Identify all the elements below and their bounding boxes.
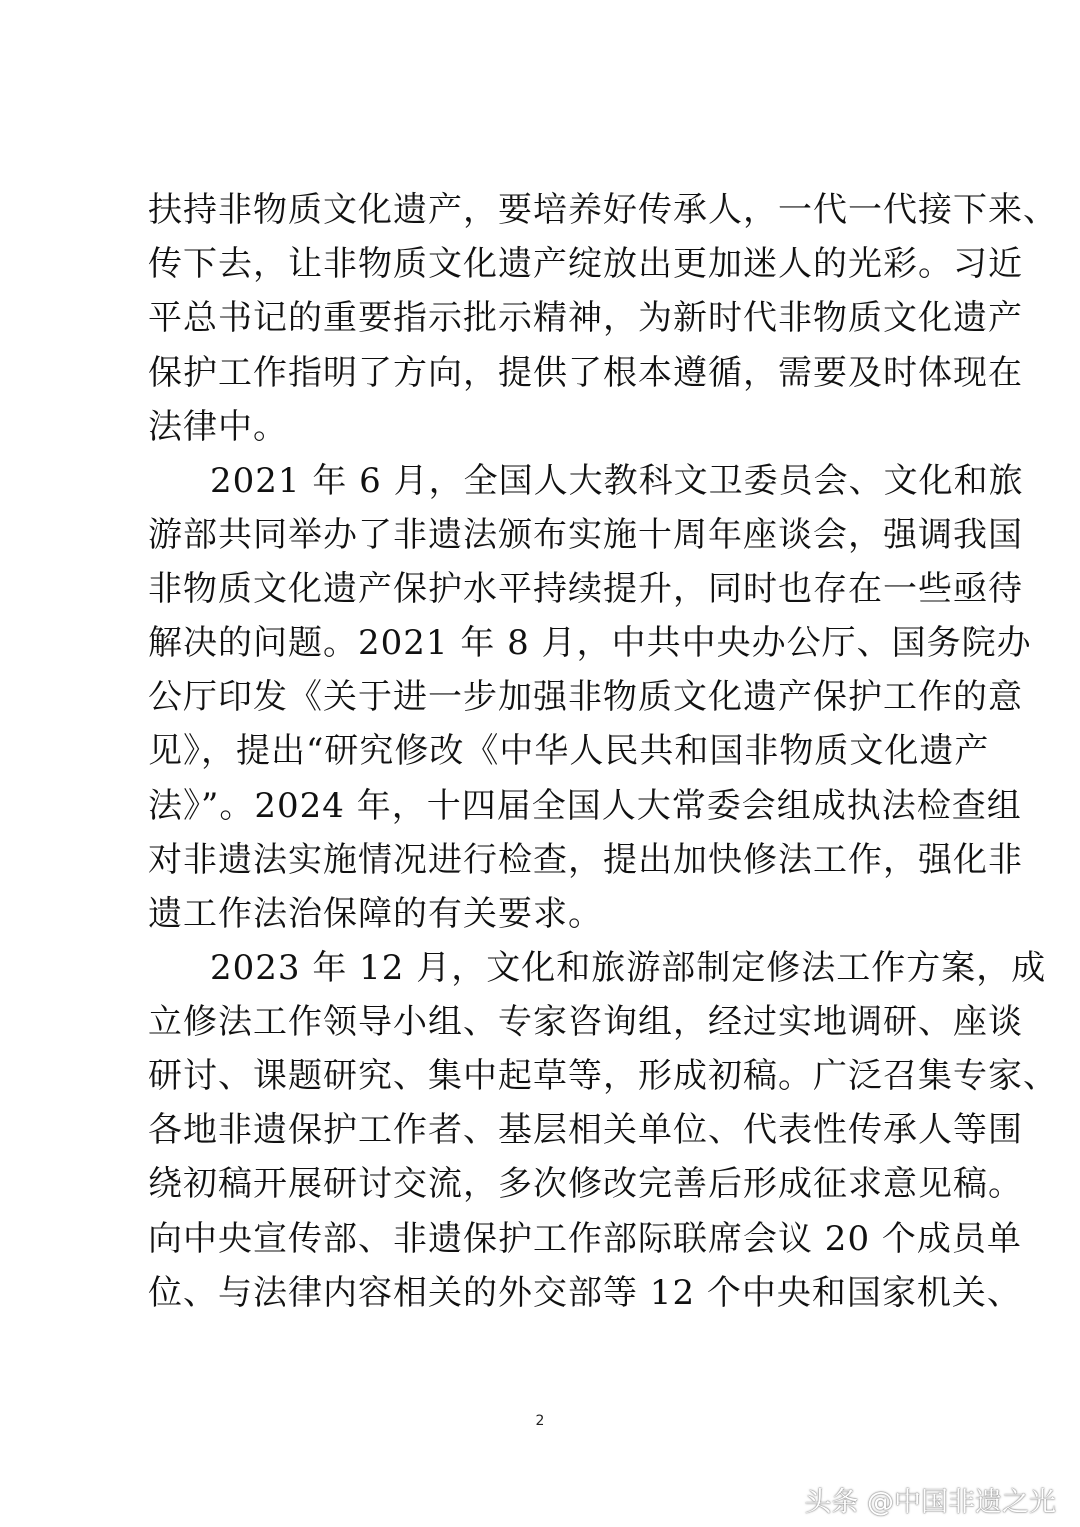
watermark: 头条 @中国非遗之光 <box>804 1487 1056 1518</box>
text-line: 见》，提出“研究修改《中华人民共和国非物质文化遗产 <box>148 731 990 771</box>
text-line: 扶持非物质文化遗产，要培养好传承人，一代一代接下来、 <box>148 190 1058 230</box>
text-line: 平总书记的重要指示批示精神，为新时代非物质文化遗产 <box>148 298 1023 338</box>
text-line: 各地非遗保护工作者、基层相关单位、代表性传承人等围 <box>148 1110 1023 1150</box>
text-line: 非物质文化遗产保护水平持续提升，同时也存在一些亟待 <box>148 569 1023 609</box>
text-line: 传下去，让非物质文化遗产绽放出更加迷人的光彩。习近 <box>148 244 1023 284</box>
text-line: 绕初稿开展研讨交流，多次修改完善后形成征求意见稿。 <box>148 1164 1023 1204</box>
page-number: 2 <box>535 1413 545 1429</box>
paragraph-first-line: 2023 年 12 月，文化和旅游部制定修法工作方案，成 <box>210 948 1047 988</box>
text-line: 法律中。 <box>148 407 288 447</box>
text-line: 法》”。2024 年，十四届全国人大常委会组成执法检查组 <box>148 786 1022 826</box>
text-line: 研讨、课题研究、集中起草等，形成初稿。广泛召集专家、 <box>148 1056 1058 1096</box>
text-line: 立修法工作领导小组、专家咨询组，经过实地调研、座谈 <box>148 1002 1023 1042</box>
text-line: 位、与法律内容相关的外交部等 12 个中央和国家机关、 <box>148 1273 1022 1313</box>
paragraph-first-line: 2021 年 6 月，全国人大教科文卫委员会、文化和旅 <box>210 461 1024 501</box>
text-line: 公厅印发《关于进一步加强非物质文化遗产保护工作的意 <box>148 677 1023 717</box>
text-line: 游部共同举办了非遗法颁布实施十周年座谈会，强调我国 <box>148 515 1023 555</box>
text-line: 对非遗法实施情况进行检查，提出加快修法工作，强化非 <box>148 840 1023 880</box>
text-line: 向中央宣传部、非遗保护工作部际联席会议 20 个成员单 <box>148 1219 1022 1259</box>
text-line: 遗工作法治保障的有关要求。 <box>148 894 603 934</box>
text-line: 保护工作指明了方向，提供了根本遵循，需要及时体现在 <box>148 353 1023 393</box>
text-line: 解决的问题。2021 年 8 月，中共中央办公厅、国务院办 <box>148 623 1032 663</box>
